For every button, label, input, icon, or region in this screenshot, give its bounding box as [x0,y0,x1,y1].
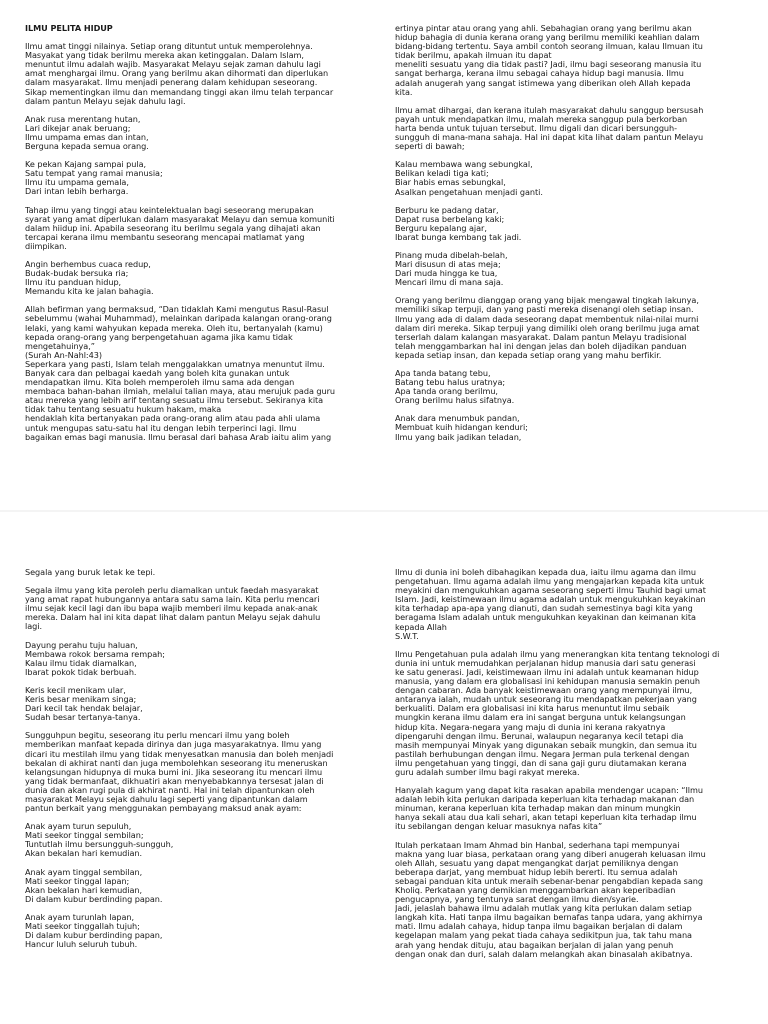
text-line: Batang tebu halus uratnya; [395,377,506,388]
text-line: dalam diri mereka. Sikap terpuji yang dimiliki oleh orang berilmu juga amat [395,322,700,333]
text-block [395,841,740,959]
text-line: sungguh di mana-mana sahaja. Hal ini dapat kita lihat dalam pantun Melayu [395,132,704,143]
text-line: mengetahuinya,” [25,340,95,351]
text-line: Satu tempat yang ramai manusia; [25,168,163,179]
text-line: Ilmu yang ada di dalam dada seseorang dapat membentuk nilai-nilai murni [395,313,699,324]
text-line: hidup bahagia di dunia kerana orang yang berilmu memiliki keahlian dalam [395,32,700,43]
text-line: mungkin kerana ilmu dalam era ini sangat berguna untuk kelangsungan [395,712,686,723]
text-line: dunia ini untuk memudahkan perjalanan hidup manusia dari satu generasi [395,657,696,668]
text-line: beberapa darjat, yang membuat hidup lebih bererti. Itu semua adalah [395,866,678,877]
text-line: makna yang luar biasa, perkataan orang yang diberi anugerah keluasan ilmu [395,848,706,859]
text-line: Mati seekor tinggal sembilan; [25,830,144,841]
text-line: syarat yang amat diperlukan dalam masyarakat Melayu dan semua komuniti [25,213,335,224]
text-line: Keris kecil menikam ular, [25,684,126,695]
text-line: kelangsungan hidupnya di muka bumi ini. Jika seseorang itu mencari ilmu [25,766,323,777]
text-line: Akan bekalan hari kemudian. [25,848,143,859]
document-page-2 [0,512,768,1024]
text-line: kita. [395,86,413,97]
text-line: Allah befirman yang bermaksud, “Dan tidaklah Kami mengutus Rasul-Rasul [25,304,329,315]
text-line: dipengaruhi dengan ilmu. Berunai, walaupun negaranya kecil tetapi dia [395,730,684,741]
text-block [25,568,370,577]
text-line: hendaklah kita bertanyakan pada orang-orang alim atau pada ahli ulama [25,413,321,424]
text-line: (Surah An-Nahl:43) [25,349,102,360]
text-line: Seperkara yang pasti, Islam telah menggalakkan umatnya menuntut ilmu. [25,358,325,369]
text-line: Membawa rokok bersama rempah; [25,648,165,659]
text-line: seperti di bawah; [395,141,465,152]
text-line: Segala ilmu yang kita peroleh perlu diamalkan untuk faedah masyarakat [25,585,319,596]
text-line: sebelummu (wahai Muhammad), melainkan daripada kalangan orang-orang [25,313,332,324]
text-block [395,160,740,196]
text-line: sebagai panduan kita untuk meraih sebenar-benar pengabdian kepada sang [395,875,703,886]
text-line: dengan onak dan duri, salah dalam melangkah akan binasalah akibatnya. [395,948,693,959]
text-line: atau mereka yang lebih arif tentang sesuatu ilmu tersebut. Sekiranya kita [25,395,324,406]
text-line: S.W.T. [395,630,419,641]
text-line: Orang berilmu halus sifatnya. [395,395,515,406]
text-line: kegelapan malam yang pekat tiada cahaya sedikitpun jua, tak tahu mana [395,930,692,941]
text-line: yang amat rapat hubungannya antara satu sama lain. Kita perlu mencari [25,594,320,605]
text-block [395,568,740,641]
text-line: harta benda untuk tujuan tersebut. Ilmu digali dan dicari bersungguh- [395,122,678,133]
text-line: beragama Islam adalah untuk mengukuhkan keyakinan dan keimanan kita [395,612,696,623]
text-line: Sikap mementingkan ilmu dan memandang tinggi akan ilmu telah terpancar [25,86,334,97]
text-line: Dayung perahu tuju haluan, [25,639,138,650]
text-line: mati. Ilmu adalah cahaya, hidup tanpa ilmu bagaikan berjalan di dalam [395,921,683,932]
text-block [25,206,370,251]
text-line: lagi. [25,621,42,632]
text-block [25,913,370,949]
text-line: hanya sekali atau dua kali sehari, akan tetapi keperluan kita terhadap ilmu [395,812,697,823]
text-block [25,868,370,904]
text-block [25,260,370,296]
text-line: Mati seekor tinggallah tujuh; [25,921,140,931]
text-line: Masyakat yang tidak berilmu mereka akan ketinggalan. Dalam Islam, [25,50,304,61]
text-line: Segala yang buruk letak ke tepi. [25,567,156,577]
text-line: masyarakat Melayu sejak dahulu lagi seperti yang dipantunkan dalam [25,793,308,804]
text-block [25,586,370,631]
text-line: Ilmu itu panduan hidup, [25,277,122,288]
text-line: Lari dikejar anak beruang; [25,122,131,133]
text-line: Biar habis emas sebungkal, [395,177,506,188]
text-line: Ilmu umpama emas dan intan, [25,131,149,142]
text-line: Sungguhpun begitu, seseorang itu perlu mencari ilmu yang boleh [25,730,290,741]
text-block [25,731,370,813]
text-line: mendapatkan ilmu. Kita boleh memperoleh ilmu sama ada dengan [25,377,295,388]
text-line: yang tidak bermanfaat, dikhuatiri akan menyebabkannya tersesat jalan di [25,775,324,786]
text-line: Hancur luluh seluruh tubuh. [25,939,138,950]
text-line: ilmu sejak kecil lagi dan ibu bapa wajib memberi ilmu kepada anak-anak [25,603,318,614]
page-2-left-column [25,512,370,1024]
text-line: itu sebilangan dengan keluar masuknya nafas kita” [395,821,603,832]
text-line: Ilmu amat tinggi nilainya. Setiap orang dituntut untuk memperolehnya. [25,41,313,52]
text-line: sangat berharga, kerana ilmu sebagai cahaya hidup bagi manusia. Ilmu [395,68,684,79]
text-line: Ibarat bunga kembang tak jadi. [395,231,522,242]
text-line: mereka. Dalam hal ini kita dapat lihat dalam pantun Melayu sejak dahulu [25,612,321,623]
text-line: Anak rusa merentang hutan, [25,113,141,124]
text-line: menuntut ilmu adalah wajib. Masyarakat Melayu sejak zaman dahulu lagi [25,59,321,70]
text-line: Anak ayam turun sepuluh, [25,821,132,832]
text-line: pengucapnya, yang tentunya sarat dengan ilmu dien/syarie. [395,894,639,905]
text-line: masih mempunyai Minyak yang digunakan sebaik mungkin, dan semua itu [395,739,697,750]
text-line: Apa tanda orang berilmu, [395,386,498,397]
text-block [25,42,370,106]
text-line: Berguru kepalang ajar, [395,222,487,233]
text-line: dengan cabaran. Ada banyak keistimewaan orang yang mempunyai ilmu, [395,685,693,696]
text-line: memiliki sikap terpuji, dan yang pasti mereka disenangi oleh setiap insan. [395,304,694,315]
text-line: Angin berhembus cuaca redup, [25,258,151,269]
text-line: Ilmu yang baik jadikan teladan, [395,431,522,442]
text-line: dalam hiidup ini. Apabila seseorang itu berilmu segala yang dihajati akan [25,222,321,233]
text-line: bagaikan emas bagi manusia. Ilmu berasal dari bahasa Arab iaitu alim yang [25,431,332,442]
text-line: antaranya ialah, mudah untuk seseorang itu mendapatkan pekerjaan yang [395,694,697,705]
text-line: dicari itu mestilah ilmu yang tidak menyesatkan manusia dan boleh menjadi [25,748,334,759]
text-block [395,106,740,151]
text-line: pengetahuan. Ilmu agama adalah ilmu yang mengajarkan kepada kita untuk [395,576,704,587]
text-line: Asalkan pengetahuan menjadi ganti. [395,186,543,197]
text-line: adalah lebih kita perlukan daripada keperluan kita terhadap makanan dan [395,794,695,805]
text-line: tidak berilmu, apakah ilmuan itu dapat [395,50,552,61]
text-line: amat menghargai ilmu. Orang yang berilmu akan dihormati dan diperlukan [25,68,329,79]
text-block [395,206,740,242]
text-line: telah menggambarkan hal ini dengan jelas dan boleh dijadikan panduan [395,340,687,351]
text-line: Jadi, jelaslah bahawa ilmu adalah mutlak yang kita perlukan dalam setiap [395,903,692,914]
text-line: oleh Allah, sesuatu yang dapat mengangkat darjat pemiliknya dengan [395,857,679,868]
text-line: ke satu generasi. Jadi, keistimewaan ilmu ini adalah untuk keamanan hidup [395,666,699,677]
text-block [25,822,370,858]
text-line: Tuntutlah ilmu bersungguh-sungguh, [25,839,174,850]
text-line: meneliti sesuatu yang dia tidak pasti? Jadi, ilmu bagi seseorang manusia itu [395,59,702,70]
text-line: Banyak cara dan pelbagai kaedah yang boleh kita gunakan untuk [25,368,290,378]
text-block [395,650,740,777]
text-line: ertinya pintar atau orang yang ahli. Sebahagian orang yang berilmu akan [395,23,692,33]
text-line: Anak ayam tinggal sembilan, [25,866,143,877]
text-line: pantun berkait yang menggunakan pembayang maksud anak ayam: [25,803,302,814]
text-line: Mari disusun di atas meja; [395,259,501,270]
text-line: Belikan keladi tiga kati; [395,168,489,179]
text-line: Ke pekan Kajang sampai pula, [25,159,147,170]
text-line: manusia, yang dalam era globalisasi ini kehidupan manusia semakin penuh [395,676,700,687]
text-line: Anak ayam turunlah lapan, [25,911,135,922]
text-block [395,786,740,831]
text-line: kepada orang-orang yang berpengetahuan agama jika kamu tidak [25,331,293,342]
text-block [395,251,740,287]
text-line: untuk mengupas satu-satu hal itu dengan lebih terperinci lagi. Ilmu [25,422,297,433]
text-block [395,24,740,97]
text-line: diimpikan. [25,240,67,251]
text-line: berkualiti. Dalam era globalisasi ini kita harus menuntut ilmu sebaik [395,703,670,714]
text-block [25,305,370,441]
text-line: minuman, kerana keperluan kita terhadap makan dan minum mungkin [395,803,681,814]
text-line: Kalau ilmu tidak diamalkan, [25,657,137,668]
text-block [25,641,370,677]
text-line: Ilmu Pengetahuan pula adalah ilmu yang menerangkan kita tentang teknologi di [395,648,720,659]
text-line: Ilmu itu umpama gemala, [25,177,129,188]
text-line: Hanyalah kagum yang dapat kita rasakan apabila mendengar ucapan: “Ilmu [395,785,703,796]
text-line: Sudah besar tertanya-tanya. [25,712,141,723]
text-line: Anak dara menumbuk pandan, [395,413,520,424]
text-line: bidang-bidang tertentu. Saya ambil contoh seorang ilmuan, kalau Ilmuan itu [395,41,703,52]
text-line: Berguna kepada semua orang. [25,141,149,152]
text-line: pastilah berhubungan dengan ilmu. Negara Jerman pula terkenal dengan [395,748,690,759]
text-line: dalam masyarakat. Ilmu menjadi penerang dalam kehidupan seseorang. [25,77,318,88]
document-title: ILMU PELITA HIDUP [25,23,113,33]
text-line: Ibarat pokok tidak berbuah. [25,666,137,677]
text-line: Budak-budak bersuka ria; [25,268,129,279]
text-line: Dari kecil tak hendak belajar, [25,703,143,714]
page-1-left-column [25,0,370,512]
text-line: Mencari ilmu di mana saja. [395,277,504,288]
text-line: Dari intan lebih berharga. [25,186,129,197]
page-2-right-column [395,512,740,1024]
text-line: arah yang hendak dituju, atau bagaikan berjalan di jalan yang penuh [395,939,674,950]
text-line: adalah anugerah yang sangat istimewa yang diberikan oleh Allah kepada [395,77,691,88]
text-line: Mati seekor tinggal lapan; [25,875,130,886]
text-line: Di dalam kubur berdinding papan, [25,930,163,941]
text-line: kita terhadap apa-apa yang dianuti, dan sudah semestinya bagi kita yang [395,603,693,614]
text-line: Dari muda hingga ke tua, [395,268,498,279]
text-line: meyakini dan mengukuhkan agama seseorang seperti ilmu Tauhid bagi umat [395,585,706,596]
text-block [395,369,740,405]
text-line: Keris besar menikam singa; [25,694,137,705]
text-line: kepada setiap insan, dan kepada setiap orang yang mahu berfikir. [395,349,662,360]
text-line: Ilmu di dunia ini boleh dibahagikan kepada dua, iaitu ilmu agama dan ilmu [395,567,696,577]
text-line: Tahap ilmu yang tinggi atau keintelektualan bagi seseorang merupakan [25,204,314,215]
text-line: dalam pantun Melayu sejak dahulu lagi. [25,95,186,106]
text-block [25,160,370,196]
text-line: tidak tahu tentang sesuatu hukum hakam, maka [25,404,222,415]
text-line: Apa tanda batang tebu, [395,368,491,378]
text-line: guru adalah sumber ilmu bagi rakyat mereka. [395,766,580,777]
text-line: Di dalam kubur berdinding papan. [25,893,163,904]
text-line: Membuat kuih hidangan kenduri; [395,422,528,433]
text-line: hidup kita. Negara-negara yang maju di dunia ini kerana rakyatnya [395,721,666,732]
text-line: Ilmu amat dihargai, dan kerana itulah masyarakat dahulu sanggup bersusah [395,104,704,115]
text-block [395,296,740,360]
text-line: dunia dan akan rugi pula di akhirat nanti. Hal ini telah dipantunkan oleh [25,784,315,795]
text-line: Kholiq. Perkataan yang demikian menggambarkan akan keperibadian [395,885,676,895]
text-line: tercapai kerana ilmu membantu seseorang mencapai matlamat yang [25,231,305,242]
text-block [25,115,370,151]
text-line: Berburu ke padang datar, [395,204,499,215]
page-1-right-column [395,0,740,512]
text-line: bekalan di akhirat nanti dan juga membolehkan seseorang itu meneruskan [25,757,328,768]
text-line: payah untuk mendapatkan ilmu, malah mereka sanggup pula berkorban [395,113,688,124]
text-line: Memandu kita ke jalan bahagia. [25,286,154,297]
text-line: Pinang muda dibelah-belah, [395,249,508,260]
text-line: Kalau membawa wang sebungkal, [395,159,533,170]
text-line: terserlah dalam kalangan masyarakat. Dalam pantun Melayu tradisional [395,331,687,342]
text-block [395,414,740,441]
text-line: Islam. Jadi, keistimewaan ilmu agama adalah untuk mengukuhkan keyakinan [395,594,706,605]
text-line: Orang yang berilmu dianggap orang yang bijak mengawal tingkah lakunya, [395,295,699,306]
text-line: membaca bahan-bahan ilmiah, melalui talian maya, atau merujuk pada guru [25,386,336,397]
text-line: langkah kita. Hati tanpa ilmu bagaikan bernafas tanpa udara, yang akhirnya [395,912,703,923]
text-line: Dapat rusa berbelang kaki; [395,213,505,224]
text-line: Itulah perkataan Imam Ahmad bin Hanbal, sederhana tapi mempunyai [395,839,680,850]
text-block [25,686,370,722]
text-line: ilmu pengetahuan yang tinggi, dan di sana gaji guru diutamakan kerana [395,757,687,768]
text-line: Akan bekalan hari kemudian, [25,884,143,895]
text-line: kepada Allah [395,621,447,632]
text-line: lelaki, yang kami wahyukan kepada mereka. Oleh itu, bertanyalah (kamu) [25,322,323,333]
text-line: memberikan manfaat kepada dirinya dan juga masyarakatnya. Ilmu yang [25,739,322,750]
